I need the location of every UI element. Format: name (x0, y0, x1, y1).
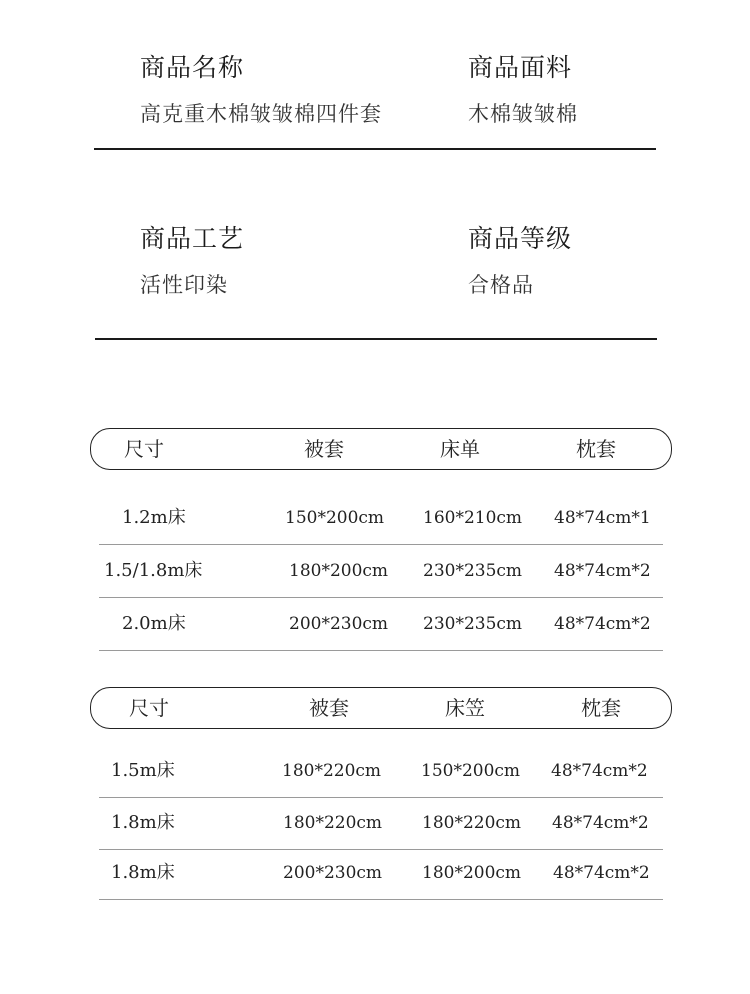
cell-sheet: 160*210cm (423, 508, 523, 528)
product-fabric-value: 木棉皱皱棉 (468, 102, 578, 126)
size-table-sheet (90, 428, 672, 650)
divider-1 (94, 148, 656, 150)
cell-sheet: 230*235cm (423, 614, 523, 634)
header-size: 尺寸 (129, 696, 169, 720)
cell-pillowcase: 48*74cm*2 (551, 761, 648, 781)
header-duvet: 被套 (304, 437, 344, 461)
product-name-block (140, 48, 382, 128)
cell-duvet: 180*220cm (283, 813, 383, 833)
product-grade-value: 合格品 (468, 273, 534, 297)
cell-duvet: 180*220cm (282, 761, 382, 781)
divider-2 (95, 338, 657, 340)
header-sheet: 床单 (440, 437, 480, 461)
table-header (90, 428, 672, 470)
cell-size: 1.8m床 (111, 812, 175, 833)
cell-pillowcase: 48*74cm*2 (554, 561, 651, 581)
cell-pillowcase: 48*74cm*2 (553, 863, 650, 883)
cell-pillowcase: 48*74cm*2 (552, 813, 649, 833)
table-row (99, 847, 663, 900)
cell-fitted-sheet: 180*220cm (422, 813, 522, 833)
cell-size: 1.8m床 (111, 862, 175, 883)
table-header (90, 687, 672, 729)
product-craft-block (140, 219, 244, 299)
header-size: 尺寸 (124, 437, 164, 461)
product-name-title: 商品名称 (140, 53, 245, 82)
product-fabric-block (468, 48, 578, 128)
cell-size: 1.2m床 (122, 507, 186, 528)
cell-pillowcase: 48*74cm*1 (554, 508, 651, 528)
table-row (99, 745, 663, 798)
product-grade-title: 商品等级 (468, 224, 573, 253)
header-duvet: 被套 (309, 696, 349, 720)
header-fitted-sheet: 床笠 (445, 696, 485, 720)
table-row (99, 797, 663, 850)
product-craft-value: 活性印染 (140, 273, 228, 297)
product-grade-block (468, 219, 572, 299)
table-row (99, 492, 663, 545)
cell-duvet: 200*230cm (289, 614, 389, 634)
cell-size: 1.5m床 (111, 760, 175, 781)
cell-fitted-sheet: 150*200cm (421, 761, 521, 781)
product-name-value: 高克重木棉皱皱棉四件套 (140, 102, 382, 126)
cell-duvet: 180*200cm (289, 561, 389, 581)
size-table-fitted (90, 687, 672, 901)
cell-size: 2.0m床 (122, 613, 186, 634)
product-fabric-title: 商品面料 (468, 53, 573, 82)
cell-duvet: 150*200cm (285, 508, 385, 528)
product-craft-title: 商品工艺 (140, 224, 245, 253)
header-pillowcase: 枕套 (576, 437, 616, 461)
cell-sheet: 230*235cm (423, 561, 523, 581)
cell-fitted-sheet: 180*200cm (422, 863, 522, 883)
table-row (99, 545, 663, 598)
table-row (99, 598, 663, 651)
cell-pillowcase: 48*74cm*2 (554, 614, 651, 634)
header-pillowcase: 枕套 (581, 696, 621, 720)
cell-duvet: 200*230cm (283, 863, 383, 883)
cell-size: 1.5/1.8m床 (104, 560, 203, 581)
